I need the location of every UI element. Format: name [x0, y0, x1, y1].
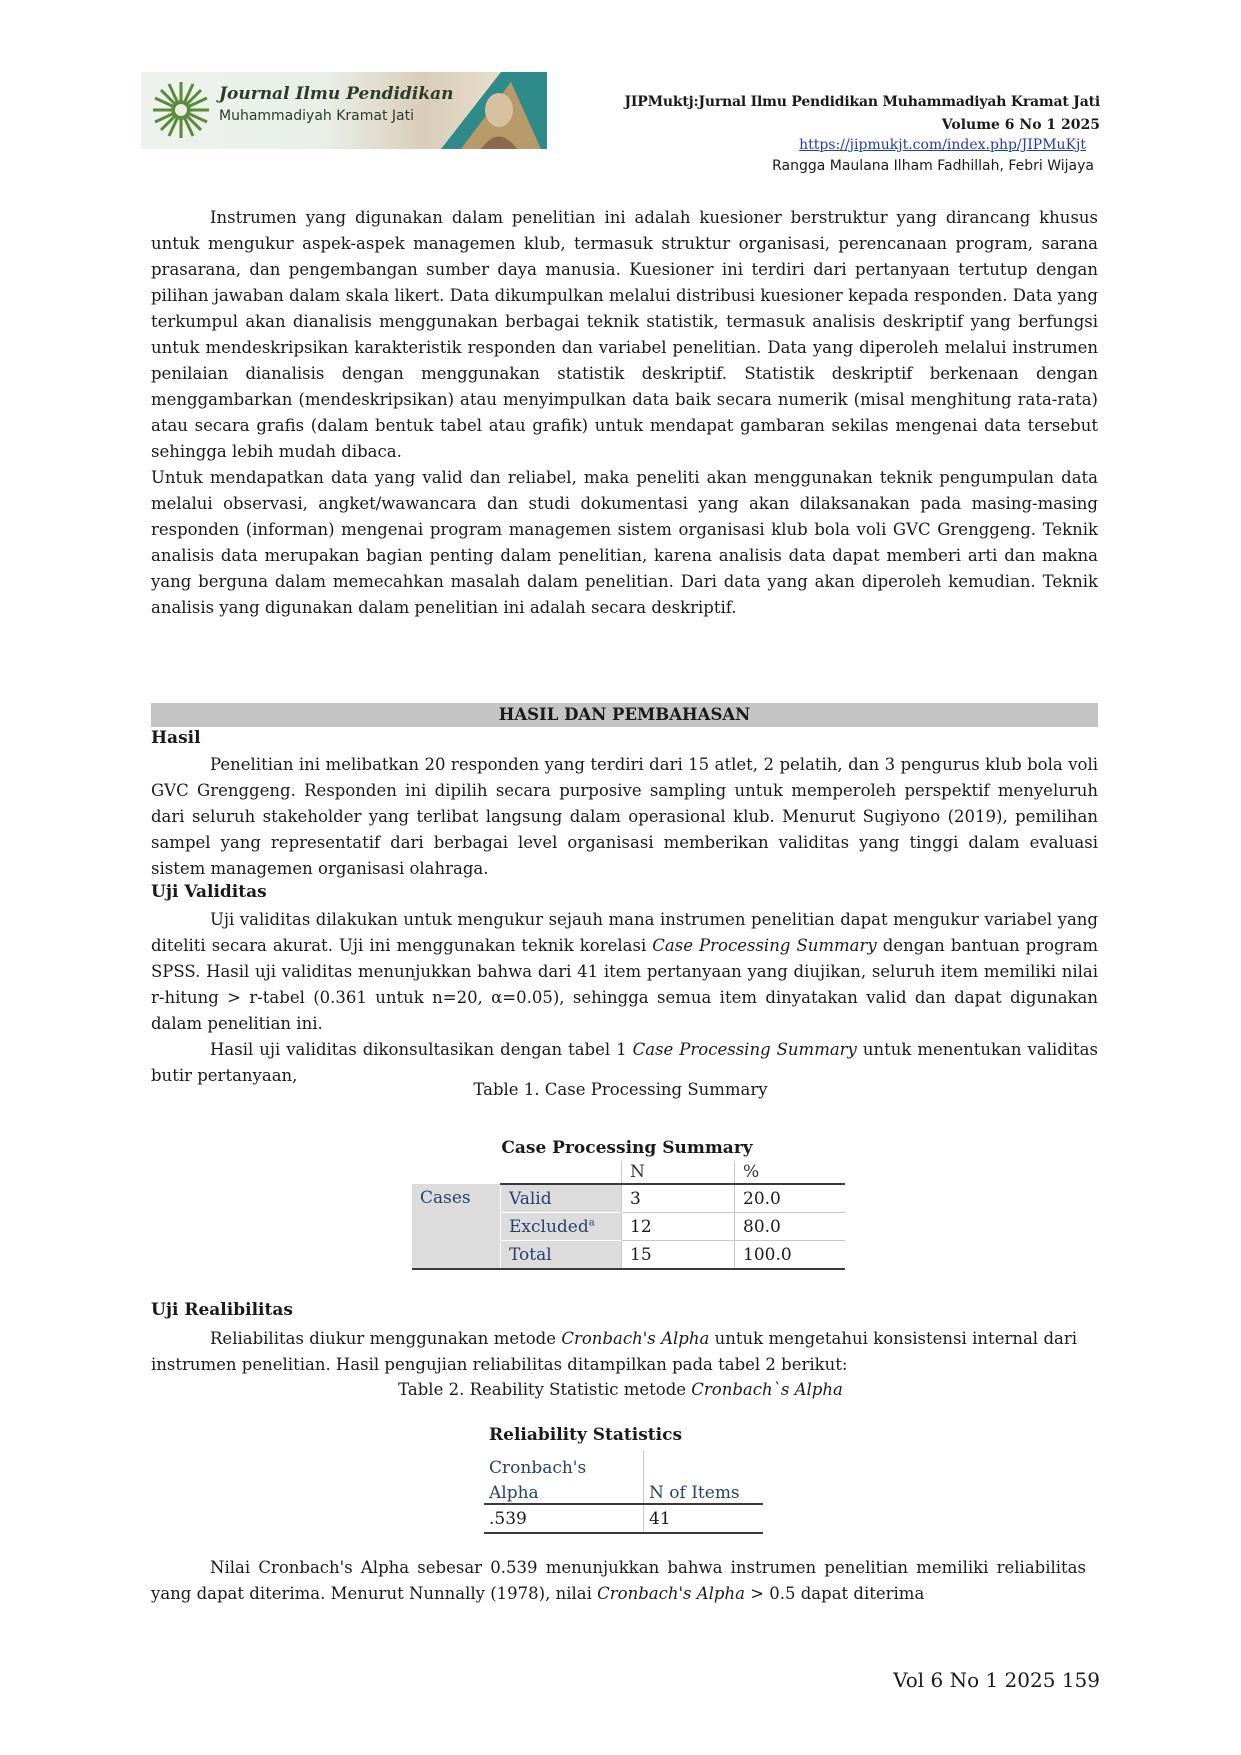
table1-caption: Table 1. Case Processing Summary	[473, 1080, 768, 1099]
intro-section	[151, 205, 1098, 621]
table-row	[412, 1213, 845, 1241]
journal-url-link[interactable]: https://jipmukjt.com/index.php/JIPMuKjt	[799, 137, 1086, 153]
validitas-heading: Uji Validitas	[151, 882, 267, 902]
cell-n: 15	[622, 1241, 735, 1270]
paragraph: Nilai Cronbach's Alpha sebesar 0.539 menunjukkan bahwa instrumen penelitian memiliki reliabilitas yang dapat diterima. Menurut Nunnally (1978), nilai Cronbach's Alpha > 0.5 dapat diterima	[151, 1558, 1086, 1603]
cell-pct: 80.0	[735, 1213, 846, 1241]
footnote-marker: a	[588, 1216, 595, 1228]
validitas-section	[151, 907, 1098, 1089]
row-group-label: Cases	[412, 1184, 501, 1213]
table1-title: Case Processing Summary	[501, 1138, 753, 1158]
case-processing-table	[412, 1161, 845, 1270]
col-header-alpha-line1: Cronbach's	[489, 1458, 587, 1478]
paragraph: Penelitian ini melibatkan 20 responden yang terdiri dari 15 atlet, 2 pelatih, dan 3 pengurus klub bola voli GVC Grenggeng. Responden ini dipilih secara purposive sampling untuk memperoleh perspektif menyeluruh dari seluruh stakeholder yang terlibat langsung dalam operasional klub. Menurut Sugiyono (2019), pemilihan sampel yang representatif dari berbagai level organisasi memberikan validitas yang tinggi dalam evaluasi sistem managemen organisasi olahraga.	[151, 755, 1098, 878]
cell-n: 12	[622, 1213, 735, 1241]
table-row	[412, 1184, 845, 1213]
journal-logo	[141, 72, 547, 149]
authors: Rangga Maulana Ilham Fadhillah, Febri Wijaya	[772, 158, 1094, 174]
table-row	[484, 1504, 763, 1533]
cell-alpha: .539	[484, 1504, 644, 1533]
col-header-pct: %	[735, 1161, 846, 1184]
paragraph: Reliabilitas diukur menggunakan metode Cronbach's Alpha untuk mengetahui konsistensi internal dari instrumen penelitian. Hasil pengujian reliabilitas ditampilkan pada tabel 2 berikut:	[151, 1329, 1078, 1374]
cell-pct: 20.0	[735, 1184, 846, 1213]
hasil-heading: Hasil	[151, 728, 201, 748]
paragraph: Uji validitas dilakukan untuk mengukur sejauh mana instrumen penelitian dapat mengukur variabel yang diteliti secara akurat. Uji ini menggunakan teknik korelasi Case Processing Summary dengan bantuan program SPSS. Hasil uji validitas menunjukkan bahwa dari 41 item pertanyaan yang diujikan, seluruh item memiliki nilai r-hitung > r-tabel (0.361 untuk n=20, α=0.05), sehingga semua item dinyatakan valid dan dapat digunakan dalam penelitian ini.	[151, 910, 1098, 1033]
row-label: Total	[501, 1241, 622, 1270]
closing-section	[151, 1555, 1086, 1607]
reliability-table	[484, 1451, 763, 1534]
cell-pct: 100.0	[735, 1241, 846, 1270]
cell-n-items: 41	[644, 1504, 764, 1533]
paragraph: Untuk mendapatkan data yang valid dan reliabel, maka peneliti akan menggunakan teknik pengumpulan data melalui observasi, angket/wawancara dan studi dokumentasi yang akan dilaksanakan pada masing-masing responden (informan) mengenai program managemen sistem organisasi klub bola voli GVC Grenggeng. Teknik analisis data merupakan bagian penting dalam penelitian, karena analisis data dapat memberi arti dan makna yang berguna dalam memecahkan masalah dalam penelitian. Dari data yang akan diperoleh kemudian. Teknik analisis yang digunakan dalam penelitian ini adalah secara deskriptif.	[151, 468, 1098, 617]
table2-title: Reliability Statistics	[489, 1425, 683, 1445]
logo-portrait-icon	[441, 72, 547, 149]
logo-title: Journal Ilmu Pendidikan	[219, 84, 454, 104]
col-header-alpha-line2: Alpha	[484, 1478, 644, 1504]
hasil-section	[151, 752, 1098, 882]
reliabilitas-heading: Uji Realibilitas	[151, 1300, 293, 1320]
section-heading: HASIL DAN PEMBAHASAN	[151, 703, 1098, 727]
table-row	[412, 1241, 845, 1270]
page-footer: Vol 6 No 1 2025 159	[893, 1668, 1100, 1692]
paragraph: Hasil uji validitas dikonsultasikan dengan tabel 1 Case Processing Summary untuk menentukan validitas butir pertanyaan,	[151, 1040, 1098, 1085]
row-label: Valid	[501, 1184, 622, 1213]
row-label: Excluded$^a$	[501, 1213, 622, 1241]
col-header-n-items: N of Items	[644, 1478, 764, 1504]
logo-subtitle: Muhammadiyah Kramat Jati	[219, 108, 414, 124]
reliabilitas-section	[151, 1326, 1077, 1378]
table2-caption: Table 2. Reability Statistic metode Cronbach`s Alpha	[398, 1380, 843, 1399]
journal-name: JIPMuktj:Jurnal Ilmu Pendidikan Muhammadiyah Kramat Jati	[624, 94, 1100, 110]
journal-volume: Volume 6 No 1 2025	[941, 117, 1100, 133]
paragraph: Instrumen yang digunakan dalam penelitian ini adalah kuesioner berstruktur yang dirancang khusus untuk mengukur aspek-aspek managemen klub, termasuk struktur organisasi, perencanaan program, sarana prasarana, dan pengembangan sumber daya manusia. Kuesioner ini terdiri dari pertanyaan tertutup dengan pilihan jawaban dalam skala likert. Data dikumpulkan melalui distribusi kuesioner kepada responden. Data yang terkumpul akan dianalisis menggunakan berbagai teknik statistik, termasuk analisis deskriptif yang berfungsi untuk mendeskripsikan karakteristik responden dan variabel penelitian. Data yang diperoleh melalui instrumen penilaian dianalisis dengan menggunakan statistik deskriptif. Statistik deskriptif berkenaan dengan menggambarkan (mendeskripsikan) atau menyimpulkan data baik secara numerik (misal menghitung rata-rata) atau secara grafis (dalam bentuk tabel atau grafik) untuk mendapat gambaran sekilas mengenai data tersebut sehingga lebih mudah dibaca.	[151, 208, 1098, 461]
col-header-n: N	[622, 1161, 735, 1184]
cell-n: 3	[622, 1184, 735, 1213]
logo-emblem-icon	[149, 78, 213, 142]
